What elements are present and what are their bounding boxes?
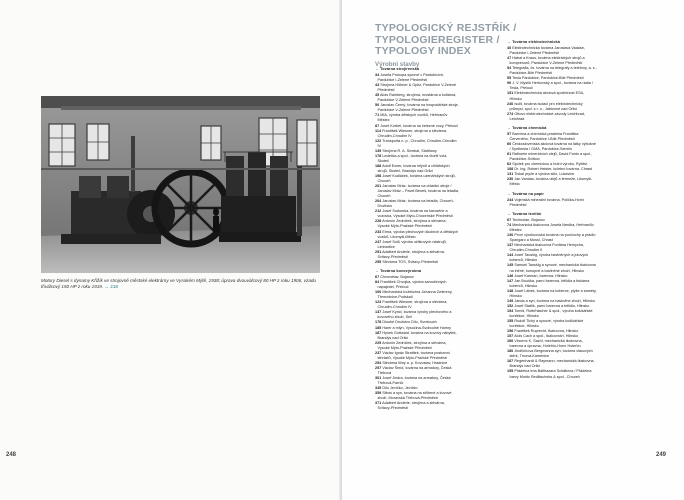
index-group-heading-text: Továrna kovovýrobna — [380, 269, 422, 274]
index-entry-text: Josef Karman, barevna, Hlinsko — [514, 273, 568, 278]
index-entry-number: 40 — [507, 46, 512, 51]
index-entry-number: 74 — [507, 223, 512, 228]
index-entry-number: 154 — [507, 308, 514, 313]
index-group-heading-text: Továrna elektrotechnická — [512, 40, 560, 44]
index-entry[interactable] — [507, 91, 597, 101]
index-entry[interactable] — [375, 93, 459, 103]
index-entry[interactable] — [375, 113, 459, 123]
index-entry-text: Alois Cach a spol., tkalcovství, Hlinsko — [514, 334, 579, 339]
index-entry-number: 201 — [375, 184, 382, 189]
index-entry[interactable] — [375, 230, 459, 240]
index-group — [507, 212, 597, 380]
index-entry-number: 131 — [507, 172, 514, 177]
index-group — [375, 269, 459, 411]
index-entry[interactable] — [375, 209, 459, 219]
index-entry-text: Elektrotechnická továrna Jaroslava Vadase, Pardubice I-Zelené Předměstí — [509, 46, 585, 56]
index-entry-number: 144 — [507, 253, 514, 258]
index-entry[interactable] — [507, 46, 597, 56]
index-title-line: TYPOLOGICKÝ REJSTŘÍK / — [375, 22, 517, 34]
index-entry-number: 71 — [375, 113, 380, 118]
index-entry-number: 130 — [507, 233, 514, 238]
index-entry-number: 137 — [507, 243, 514, 248]
index-entry[interactable] — [375, 366, 459, 376]
index-entry-number: 122 — [375, 138, 382, 143]
index-column-2 — [507, 40, 597, 384]
index-entry-text: Ledečka a spol., továrna na čtoriti vola, Skuteč — [377, 153, 448, 163]
index-entry[interactable] — [375, 310, 459, 320]
index-entry-text: Rudolf Tichý a synové, výroba košíkářské konfekce, Hlinsko — [509, 319, 584, 329]
index-entry-number: 147 — [507, 278, 514, 283]
index-entry-text: Josef Kudláček, továrna uzenářských strojů, Choceň — [377, 173, 456, 184]
index-entry-text: Erma, výroba plechových školních a dětských vozíků, Litomyšl-Město — [377, 229, 459, 239]
index-entry-number: 185 — [375, 325, 382, 330]
index-entry-text: Josef Statlík, parní barevna a bělidlo, Hlinsko — [514, 303, 590, 308]
index-entry-text: Jaroslav Mráz, továrna na chladicí stroje / Jaroslav Mráz – Pavel Beneš, továrna na letadla, Choceň — [377, 184, 460, 199]
index-entry-text: Ottovo elektrotechnické závody Leichhrad, Letohrad — [509, 111, 585, 121]
index-entry[interactable] — [375, 129, 459, 139]
index-entry-number: 152 — [507, 303, 514, 308]
index-entry-text: Mechanická tkalcovna Fontána Hemycha, Chrudim-Chrudim II — [509, 243, 584, 253]
index-entry[interactable] — [375, 331, 459, 341]
index-entry[interactable] — [375, 199, 459, 209]
index-entry-text: Tiskal pryže a výroba sklo, Lukavice — [514, 172, 575, 177]
index-entry-number: 212 — [375, 209, 382, 214]
index-entry-number: 155 — [507, 319, 514, 323]
index-entry-number: 160 — [507, 339, 514, 344]
index-entry[interactable] — [375, 250, 459, 260]
index-entry-number: 178 — [375, 153, 382, 158]
index-entry-text: František Chvojka, výroba samočinných napajedel, Přelouč — [377, 280, 447, 290]
index-entry-number: 139 — [375, 148, 382, 153]
index-entry-number: 61 — [507, 152, 512, 157]
index-entry[interactable] — [375, 290, 459, 300]
index-title — [375, 22, 525, 61]
index-entry[interactable] — [375, 300, 459, 310]
left-page — [0, 0, 341, 500]
index-entry-number: 62 — [507, 162, 512, 167]
index-entry-text: Josef Jindra, továrna na armatury, Česká Třebová-Parník — [377, 376, 451, 386]
index-entry[interactable] — [507, 152, 597, 162]
index-group-heading — [507, 192, 597, 197]
index-entry-text: Technolan, Bojanov — [512, 218, 545, 223]
index-entry-number: 188 — [375, 163, 382, 168]
index-entry-text: Elektrotechnická akciová společnost ESA, Hlinsko — [509, 91, 585, 101]
index-entry[interactable] — [507, 112, 597, 122]
index-entry-number: 84 — [375, 280, 380, 285]
index-entry-text: Jan Bouška, parní barevna, bělidla a tiskárna koberců, Hlinsko — [509, 278, 590, 288]
index-entry-number: 244 — [507, 197, 514, 202]
index-entry-number: 225 — [375, 340, 382, 345]
index-entry[interactable] — [507, 198, 597, 208]
index-entry-number: 255 — [375, 259, 382, 264]
index-entry-number: 34 — [375, 73, 380, 78]
index-entry-number: 251 — [375, 249, 382, 254]
index-group — [507, 40, 597, 122]
index-entry-text: J. V. Myslík Heršovský a spol., továrna na rádia / Tesla, Přelouč — [509, 81, 593, 91]
index-group-heading — [507, 40, 597, 45]
arrow-right-icon: → — [375, 269, 381, 274]
index-entry-number: 47 — [507, 56, 512, 61]
index-entry-number: 371 — [375, 401, 382, 406]
index-entry-text: Adalbert Anderle, strojírna a slévárna, Svitavy-Předměstí — [377, 249, 445, 259]
arrow-right-icon: → — [375, 67, 381, 71]
index-entry-number: 178 — [375, 320, 382, 325]
index-entry-text: Mechanická koželužna Johanna Zwierzny, Třemošnice-Podskalí — [377, 290, 453, 300]
index-entry[interactable] — [507, 349, 597, 359]
index-entry-text: Barvírna a chemická prádelna Františka Červeného, Pardubice I-Bílé Předměstí — [509, 131, 579, 142]
index-entry-number: 195 — [507, 369, 514, 374]
index-entry[interactable] — [507, 253, 597, 263]
index-entry[interactable] — [507, 102, 597, 112]
index-entry-text: Chrometav, Bojanov — [380, 275, 414, 280]
historical-photo-engine-room — [41, 96, 320, 273]
page-number-left: 248 — [6, 452, 17, 458]
index-entry-text: Václav Šmíd, továrna na armatury, Česká Třebová — [377, 365, 452, 375]
index-entry[interactable] — [507, 289, 597, 299]
index-group — [375, 67, 459, 265]
index-entry[interactable] — [507, 309, 597, 319]
index-entry-number: 55 — [507, 76, 512, 81]
index-entry[interactable] — [375, 73, 459, 83]
index-entry[interactable] — [375, 391, 459, 401]
index-entry-number: 180 — [507, 349, 514, 354]
index-group-heading-text: Továrna na papír — [512, 191, 544, 196]
index-group-heading — [375, 269, 459, 274]
index-entry-number: 137 — [375, 310, 382, 315]
index-entry-text: Strojírna Hübner & Opitz, Pardubice V-Zelené Předměstí — [377, 83, 457, 93]
index-entry-number: 247 — [375, 239, 382, 244]
index-entry-number: 274 — [507, 111, 514, 116]
index-entry-number: 345 — [375, 386, 382, 391]
index-entry-number: 108 — [507, 167, 514, 172]
index-entry-text: Vincenc K. Sachl, mechanická tkalcovna, barevna a úpravna, Hoteňín-Horní Hoteňín — [509, 339, 583, 349]
index-entry-text: Josefa Prokopa synové v Pardubicích, Pardubice I-Zelené Předměstí — [377, 73, 445, 83]
index-entry-text: Vojenská mineralní továrna, Polička-Horní Předměstí — [509, 197, 585, 207]
index-entry-text: Dlouhé Družstvo Dílo, Svratouch — [382, 320, 437, 325]
index-entry[interactable] — [375, 260, 459, 265]
section-subtitle: Výrobní stavby — [375, 61, 420, 68]
index-entry-number: 45 — [375, 93, 380, 98]
index-entry-text: Telegrafia, čs. továrna na telegrafy a telefony, a. s., Pardubice-Bílé Předměstí — [509, 66, 597, 76]
index-entry-text: Jan Vandas, továrna olejů a fermeže, Litomyšl-Město — [509, 177, 593, 187]
index-entry-text: Regenhardt & Raymann, mechanická tkalcovna, Brandýs nad Orlicí — [509, 359, 595, 369]
index-entry[interactable] — [507, 369, 597, 379]
index-entry-text: Přádelna Ima Balthazara Schäbeca / Přádelna barvy Moritz Redlitscheks & spol., Choceň — [509, 369, 592, 379]
index-entry-text: František Wiesner, strojírna a slévárna, Chrudim-Chrudim IV — [377, 300, 448, 310]
index-entry-text: Habal a Kraus, továrna elektrických strojů a kompresorů, Pardubice V-Zelené Předměstí — [509, 56, 585, 66]
index-entry-number: 57 — [507, 131, 512, 136]
index-group-heading — [375, 67, 459, 72]
index-entry-text: Adalbert Anderle, strojírna a slévárna, Svitavy-Předměstí — [377, 401, 445, 411]
caption-text: Motory Diesel s dynamy Křižík ve strojovně městské elektrárny ve Vysokém Mýtě, 1938; úprava dvouválcový 80 HP z roku 1906, vzadu třiválcový 150 HP z roku 1919. — [41, 278, 316, 290]
index-entry-text: Dr. Ing. Robert Heisler, lučební továrna, Chrast — [514, 167, 593, 172]
index-entry[interactable] — [507, 243, 597, 253]
index-entry-number: 301 — [375, 376, 382, 380]
index-entry-number: 43 — [375, 83, 380, 88]
index-entry[interactable] — [375, 103, 459, 113]
index-entry-number: 187 — [375, 330, 382, 335]
index-entry-number: 87 — [375, 123, 380, 128]
index-entry-text: Josef Tausšig, výroba bavlněných a jutových koberců, Hlinsko — [509, 253, 589, 263]
index-entry-text: Hamr a mlýn, Vysočina-Svobodné Hamry — [382, 325, 451, 330]
index-entry-number: 54 — [507, 66, 512, 71]
index-entry-text: Josef Korbel, továrna na železné vozy, Přelouč — [380, 123, 459, 128]
index-entry-text: Slévárna Illiny a. p. Kovostav, Hradnice — [382, 360, 448, 365]
index-entry-text: Tesla Pardubice, Pardubice-Bílé Předměstí — [512, 76, 584, 81]
index-entry-text: Slévárna TOS, Svitavy-Předměstí — [382, 259, 439, 264]
index-entry-text: Spolek pro chemickou a hutní výrobu, Rybitví — [512, 162, 588, 167]
arrow-right-icon: → — [507, 125, 513, 130]
index-entry-text: Josef Solil, výroba užitkových nástrojů, Limbartice — [377, 239, 447, 249]
index-entry-number: 90 — [507, 81, 512, 86]
index-entry[interactable] — [507, 233, 597, 243]
index-group — [507, 192, 597, 208]
index-title-line: TYPOLOGY INDEX — [375, 45, 471, 57]
page-number-right: 249 — [655, 452, 666, 458]
index-entry[interactable] — [507, 359, 597, 369]
caption-reference-link[interactable]: → 218 — [104, 284, 118, 290]
index-entry[interactable] — [507, 81, 597, 91]
index-entry[interactable] — [375, 219, 459, 229]
arrow-right-icon: → — [507, 40, 513, 44]
index-entry-text: Jaroslav Mráz, továrna na letadla, Choceň-Dvořisko — [377, 199, 454, 209]
index-entry-text: Antonín Zedníček, strojírna a slévárna, Vysoké Mýto-Pražské Předměstí — [377, 219, 447, 229]
index-entry-number: 145 — [507, 263, 514, 268]
index-entry-number: 149 — [507, 298, 514, 303]
right-page — [342, 0, 684, 500]
index-entry-number: 67 — [507, 218, 512, 223]
index-entry-text: Dílu Jevíčko, Jevíčko — [382, 386, 418, 391]
index-entry-number: 254 — [375, 360, 382, 365]
index-entry-text: Strojírna R. A. Smekal, Slatiňany — [382, 148, 437, 153]
index-entry-text: Mechanická tkalcovna Josefa Nerdka, Heřmanův Městec — [509, 223, 594, 233]
index-entry-number: 50 — [375, 103, 380, 108]
index-entry-text: Tomíš, Rotbřhlacher & spol., výroba košíkářské konfekce, Hlinsko — [509, 308, 593, 318]
index-entry-number: 157 — [507, 334, 514, 339]
index-entry[interactable] — [507, 279, 597, 289]
index-entry[interactable] — [507, 132, 597, 142]
index-entry-text: Jaroslav Černý, továrna na hospodářské stroje, Pardubice V-Zelené Předměstí — [377, 103, 459, 113]
index-entry-text: MIA, výroba dětských vozíků, Heřmanův Městec — [377, 113, 448, 123]
arrow-right-icon: → — [507, 191, 513, 196]
index-entry-number: 156 — [507, 329, 514, 334]
index-entry-number: 233 — [375, 229, 382, 234]
index-entry-text: Jindřichova Bergmanna syn, továrna vlasových stěrk, Trnová-Kamenice — [509, 349, 593, 359]
index-entry-text: Josef Kyncl, továrna výroby plechového a kovového zboží, Seč — [377, 310, 452, 320]
index-entry[interactable] — [375, 184, 459, 199]
index-entry[interactable] — [375, 280, 459, 290]
index-entry[interactable] — [375, 174, 459, 184]
index-entry-text: Alois Rainberg, strojírna, mostárna a kotlárna, Pardubice V-Zelené Předměstí — [377, 93, 457, 103]
index-entry-text: Josef Lábek, továrna na koberce, plyše a samety, Hlinsko — [509, 288, 597, 298]
index-column-1 — [375, 67, 459, 416]
index-entry-text: Antonín Zedníček, strojírna a slévárna, Vysoké Mýto-Pražské Předměstí — [377, 340, 447, 350]
index-entry[interactable] — [375, 164, 459, 174]
index-entry-number: 100 — [375, 290, 382, 295]
index-entry-text: Československá akciová továrna na látky výbušné / Synthesia / GMA, Pardubice-Semtín — [509, 142, 596, 152]
index-entry[interactable] — [507, 263, 597, 273]
index-entry-text: Stbos a syn, továrna na stříbrné a kovové zboží, Moravská Třebová-Předměstí — [377, 391, 452, 401]
index-entry-number: 67 — [375, 275, 380, 280]
index-entry[interactable] — [507, 339, 597, 349]
index-entry-text: Rafinerie minerálních olejů, David Fanto a spol., Pardubice-Svítkov — [509, 152, 593, 162]
index-entry-text: Transporta n. p., Chrudim, Chrudim-Chrudim IV — [377, 138, 457, 148]
index-entry-number: 114 — [375, 128, 382, 133]
index-entry[interactable] — [375, 351, 459, 361]
index-entry-number: 151 — [507, 91, 514, 96]
index-entry-number: 230 — [507, 177, 514, 182]
index-entry[interactable] — [375, 341, 459, 351]
index-group-heading — [507, 212, 597, 217]
index-entry[interactable] — [375, 401, 459, 411]
index-entry[interactable] — [507, 319, 597, 329]
index-entry[interactable] — [375, 154, 459, 164]
index-entry-text: Samuel Tausšig a synové, mechanická tkalcovna na lněné, konopné a bavlněné zboží, Hlinsko — [509, 263, 596, 273]
photo-caption — [41, 278, 323, 290]
index-entry-number: 257 — [375, 365, 382, 370]
index-entry-number: 146 — [507, 273, 514, 278]
arrow-right-icon: → — [507, 212, 513, 217]
index-entry[interactable] — [375, 83, 459, 93]
index-entry[interactable] — [507, 142, 597, 152]
index-entry[interactable] — [375, 139, 459, 149]
index-entry-number: 198 — [375, 173, 382, 178]
index-entry-text: Václav Ignác Strattlek, továrna postranní střelačů, Vysoké Mýto-Pražské Předměstí — [377, 350, 450, 360]
index-entry-number: 148 — [507, 288, 514, 293]
index-entry-number: 237 — [375, 350, 382, 355]
index-entry-text: První výrobcovská továrna na punčochy a prádlo Spangaro a Mussi, Chrast — [509, 233, 596, 243]
index-entry-number: 228 — [375, 219, 382, 224]
index-entry[interactable] — [507, 223, 597, 233]
index-group-heading-text: Továrna textilní — [512, 212, 542, 217]
index-entry[interactable] — [507, 177, 597, 187]
index-group-heading-text: Továrna strojírenská — [380, 67, 420, 71]
index-entry-number: 60 — [507, 142, 512, 147]
index-group-heading-text: Továrna chemická — [512, 125, 547, 130]
index-entry-number: 359 — [375, 391, 382, 396]
index-group — [507, 126, 597, 188]
index-entry-text: František Wiesner, strojírna a slévárna, Chrudim-Chrudim IV — [377, 128, 448, 138]
index-entry-text: František Ruprecht, tkalcovna, Hlinsko — [514, 329, 579, 334]
index-entry[interactable] — [507, 66, 597, 76]
index-entry-number: 240 — [507, 101, 514, 106]
index-title-line: TYPOLOGIEREGISTER / — [375, 33, 500, 46]
index-entry[interactable] — [375, 240, 459, 250]
index-group-heading — [507, 126, 597, 131]
index-entry-number: 204 — [375, 199, 382, 204]
index-entry-text: Isolit, továrna isolací pro elektrotechnický průmysl, spol. s r. o., Jablonné nad Orlicí — [509, 101, 583, 111]
index-entry-text: Janda a syn, továrna na bavlněné zboží, Hlinsko — [514, 298, 595, 303]
index-entry[interactable] — [507, 56, 597, 66]
index-entry-number: 187 — [507, 359, 514, 364]
index-entry-text: Josef Sodomka, továrna na karosérie a vozovka, Vysoké Mýto-Choceňské Předměstí — [377, 209, 453, 219]
index-entry-number: 124 — [375, 300, 382, 305]
index-entry[interactable] — [375, 376, 459, 386]
index-entry-text: Adolf Exner, továrna mlýnů a cihlářských strojů, Skuteč, Brandýs nad Orlicí — [377, 163, 450, 173]
index-entry-text: Hynek Gottwald, továrna na kovový nábytek, Brandýs nad Orlicí — [377, 330, 457, 340]
